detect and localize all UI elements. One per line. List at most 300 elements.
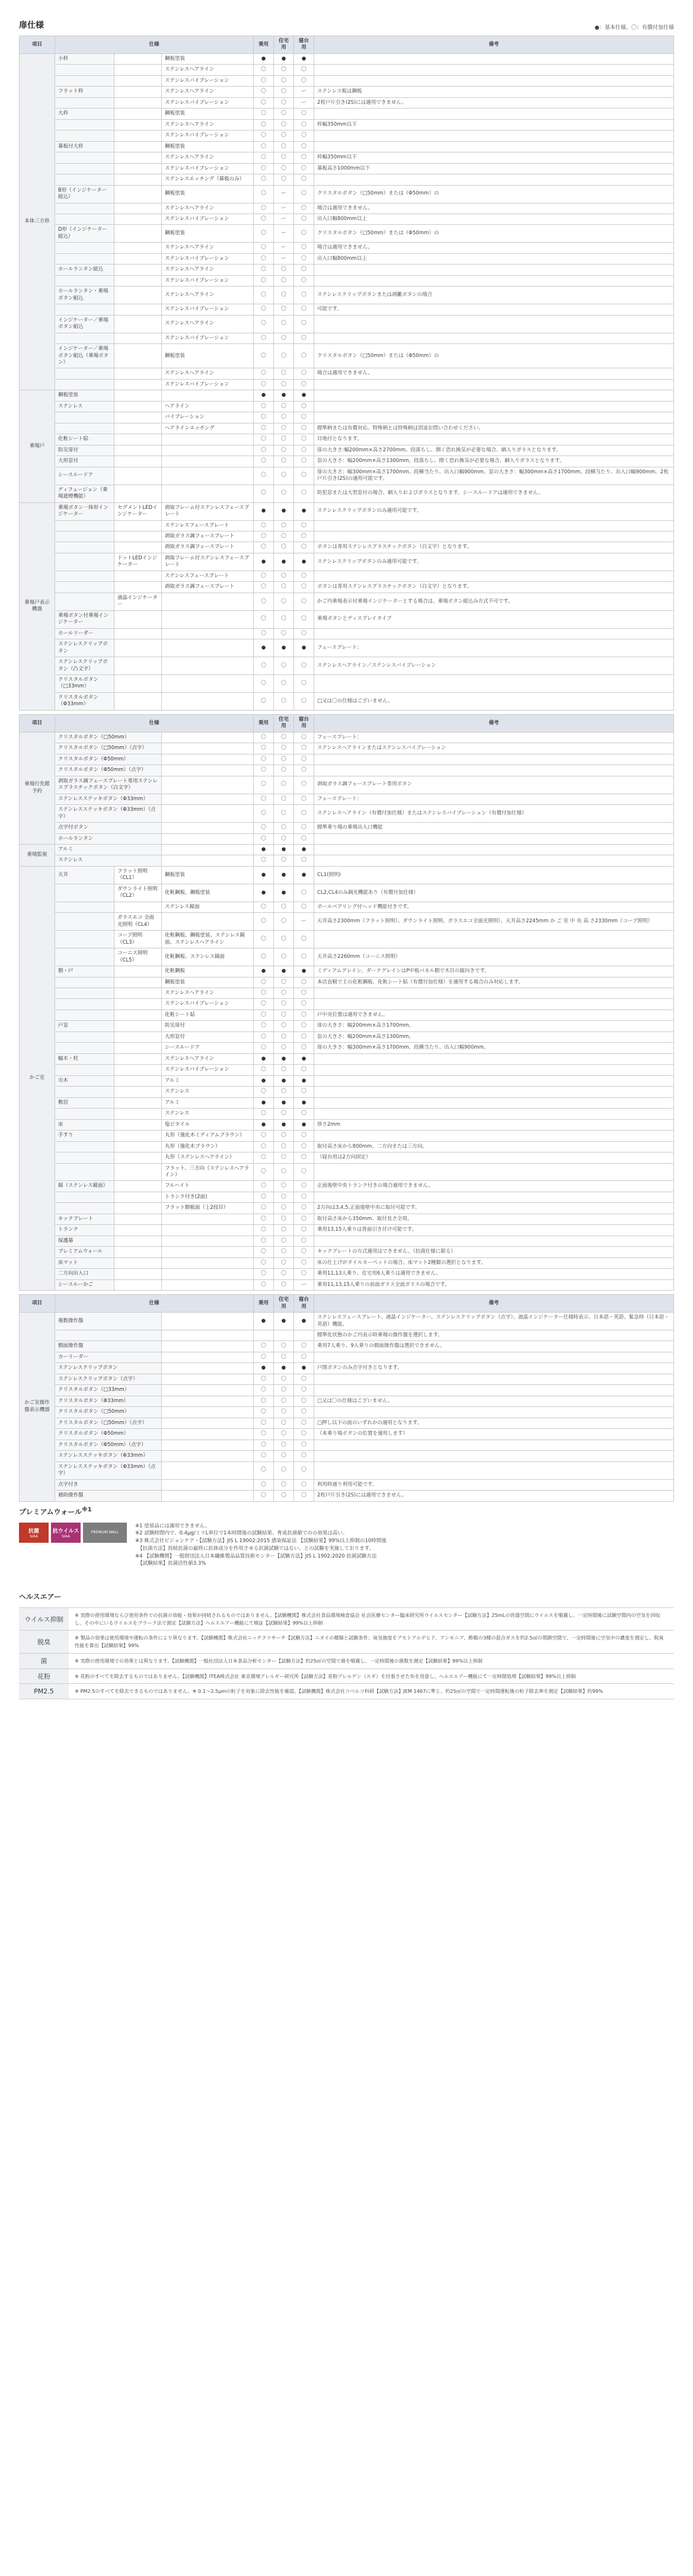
row-spec: ステンレスヘアライン [162, 315, 254, 333]
mark-residential: 〇 [274, 1479, 294, 1490]
table-row [20, 1479, 674, 1490]
page-title: 扉仕様 [19, 21, 44, 30]
health-air-row [19, 1653, 674, 1668]
row-subgroup [114, 1257, 162, 1268]
table-row [20, 214, 674, 224]
row-group: 剥取ガラス調フェースプレート専用ステンレスプラスチックボタン（白文字） [55, 776, 162, 794]
mark-residential: 〇 [274, 333, 294, 343]
mark-bed: 〇 [294, 794, 314, 804]
mark-residential: 〇 [274, 1451, 294, 1461]
row-note: ボタンは専用ステンレスプラスチックボタン（白文字）となります。 [314, 582, 674, 593]
mark-residential: 〇 [274, 275, 294, 286]
mark-bed: ● [294, 1097, 314, 1108]
mark-residential: 〇 [274, 571, 294, 581]
row-note: 窓の大きさ：幅200mm×高さ1300mm。 [314, 1031, 674, 1042]
mark-passenger: 〇 [254, 1225, 274, 1236]
mark-bed: ● [294, 866, 314, 884]
mark-residential: 〇 [274, 130, 294, 141]
mark-bed: 〇 [294, 1065, 314, 1075]
table-row [20, 1418, 674, 1428]
mark-bed: 〇 [294, 185, 314, 203]
mark-passenger: 〇 [254, 87, 274, 97]
row-subgroup [114, 610, 162, 628]
mark-bed: 〇 [294, 1031, 314, 1042]
row-group [55, 593, 114, 610]
health-air-text: ※ 実際の使用環境ならび使用条件での抗菌の効能・効果が持続されるものではありません。【試験機関】株式会社食品環境検査協会 社会医療センター臨床研究所ウイルスセンター【試験方法】25mLの容器空間にウイルスを噴霧し、一定時間後に試験空間内の空気を回収し、その中にいるウイルスをプラーク法で測定【試験方法】ヘルスエアー機能にて検証【試験結果】99%以上抑制 [75, 1612, 660, 1626]
mark-passenger: 〇 [254, 1374, 274, 1384]
mark-bed: 〇 [294, 805, 314, 823]
mark-residential: 〇 [274, 902, 294, 912]
row-spec: ステンレスヘアライン [162, 988, 254, 999]
row-group: クリスタルボタン（□50mm） [55, 732, 162, 743]
table-row [20, 593, 674, 610]
mark-residential: 〇 [274, 823, 294, 833]
mark-residential: 〇 [274, 582, 294, 593]
header-bed: 寝台用 [294, 36, 314, 54]
mark-residential: 〇 [274, 776, 294, 794]
mark-passenger: 〇 [254, 1479, 274, 1490]
mark-bed: 〇 [294, 1491, 314, 1501]
premium-note-line: ※1 塗装品には適用できません。 [135, 1523, 210, 1529]
table-row [20, 948, 674, 966]
row-spec [162, 1236, 254, 1246]
row-group: カーリーダー [55, 1352, 162, 1362]
mark-residential: ー [274, 185, 294, 203]
row-note: 乗用11,13,15人乗りの前面ガラス全面ガラスの場合です。 [314, 1279, 674, 1290]
table-row [20, 1119, 674, 1130]
mark-residential: 〇 [274, 1141, 294, 1152]
header-bed: 寝台用 [294, 1295, 314, 1313]
row-note: 場合は適用できません。 [314, 243, 674, 253]
mark-bed: 〇 [294, 225, 314, 243]
row-subgroup [114, 333, 162, 343]
row-spec [162, 485, 254, 502]
mark-bed: ー [294, 97, 314, 108]
row-note: 扉の大きさ：幅300mm×高さ1700mm、段横当たり、出入口幅900mm。窓の大きさ：幅300mm×高さ1700mm、段横当たり、出入口幅900mm。2枚戸片引き(2S)の適用可能です。 [314, 467, 674, 485]
row-note: 目地付となります。 [314, 434, 674, 445]
mark-residential: 〇 [274, 1031, 294, 1042]
row-group [55, 275, 114, 286]
row-spec: ステンレスバイブレーション [162, 333, 254, 343]
row-note: 厚さ2mm [314, 1119, 674, 1130]
mark-bed: 〇 [294, 1440, 314, 1450]
mark-residential: 〇 [274, 1163, 294, 1181]
mark-passenger: 〇 [254, 1021, 274, 1031]
mark-bed: 〇 [294, 1385, 314, 1396]
row-spec: ステンレスフェースプレート [162, 571, 254, 581]
row-spec [162, 1279, 254, 1290]
row-note: 扉の大きさ:幅200mm×高さ2700mm。段落ちし、開く恐れ換気が必要な場合、網入りガラスとなります。 [314, 445, 674, 456]
row-spec [162, 456, 254, 467]
table-row [20, 844, 674, 855]
row-subgroup: コーニス照明（CL5） [114, 948, 162, 966]
row-group: フラット枠 [55, 87, 114, 97]
row-spec: フラット側板面（上2段目） [162, 1203, 254, 1214]
table-row [20, 75, 674, 86]
row-note [314, 379, 674, 390]
row-note [314, 844, 674, 855]
row-subgroup [114, 203, 162, 214]
mark-bed: ● [294, 53, 314, 64]
row-note [314, 988, 674, 999]
row-group: クリスタルボタン（□33mm） [55, 1385, 162, 1396]
table-row [20, 152, 674, 163]
mark-bed: 〇 [294, 368, 314, 379]
mark-passenger: 〇 [254, 1214, 274, 1224]
mark-bed: 〇 [294, 582, 314, 593]
table-row [20, 467, 674, 485]
row-group [55, 1203, 114, 1214]
row-spec: ステンレスバイブレーション [162, 1065, 254, 1075]
row-note [314, 275, 674, 286]
row-group: 側面操作盤 [55, 1341, 162, 1352]
row-group [55, 75, 114, 86]
mark-residential: 〇 [274, 434, 294, 445]
mark-residential: ● [274, 1363, 294, 1374]
table-row [20, 502, 674, 520]
antibacterial-badge-icon: 抗菌 SIAA [19, 1523, 49, 1543]
mark-bed: 〇 [294, 1214, 314, 1224]
mark-residential: ー [274, 225, 294, 243]
mark-passenger: 〇 [254, 1279, 274, 1290]
table-row [20, 999, 674, 1010]
row-note: ボタンは専用ステンレスプラスチックボタン（白文字）となります。 [314, 542, 674, 553]
row-subgroup: 液晶インジケーター [114, 593, 162, 610]
row-note [314, 401, 674, 412]
row-note [314, 1053, 674, 1064]
row-spec [162, 1385, 254, 1396]
row-group [55, 1141, 114, 1152]
mark-residential: ● [274, 866, 294, 884]
row-subgroup [114, 390, 162, 401]
mark-bed: 〇 [294, 1418, 314, 1428]
mark-passenger: 〇 [254, 185, 274, 203]
row-subgroup: ダウンライト照明（CL2） [114, 884, 162, 902]
mark-passenger: 〇 [254, 75, 274, 86]
row-spec [162, 593, 254, 610]
table-row [20, 884, 674, 902]
row-spec: ステンレス [162, 1087, 254, 1097]
row-note [314, 1109, 674, 1119]
mark-residential: 〇 [274, 1236, 294, 1246]
mark-residential: 〇 [274, 1087, 294, 1097]
row-group [55, 999, 114, 1010]
table-row [20, 1043, 674, 1053]
mark-bed: 〇 [294, 743, 314, 754]
row-note [314, 628, 674, 639]
row-spec [162, 805, 254, 823]
row-note: ステンレスヘアラインまたはステンレスバイブレーション [314, 743, 674, 754]
mark-bed: 〇 [294, 304, 314, 315]
row-spec: ステンレスバイブレーション [162, 97, 254, 108]
row-spec [162, 1313, 254, 1330]
mark-residential: 〇 [274, 999, 294, 1010]
row-note: ステンレスフェースプレート、液晶インジケーター、ステンレスクリップボタン（点字）。液晶インジケーター仕様時表示、日本語・英語、緊急時（日本語・英語）機能。 [314, 1313, 674, 1330]
row-note: クリスタルボタン（□50mm）または（Φ50mm）の [314, 225, 674, 243]
row-group: 天井 [55, 866, 114, 884]
mark-passenger: 〇 [254, 931, 274, 948]
row-group: 巾木 [55, 1075, 114, 1086]
mark-residential: 〇 [274, 765, 294, 776]
mark-passenger: ● [254, 884, 274, 902]
row-group [55, 582, 114, 593]
table-row [20, 1109, 674, 1119]
row-group: 敷居 [55, 1097, 114, 1108]
table-row [20, 1192, 674, 1202]
row-spec [162, 628, 254, 639]
mark-residential: 〇 [274, 344, 294, 368]
mark-passenger: 〇 [254, 152, 274, 163]
row-subgroup [114, 692, 162, 710]
row-group: ステンレスステッキボタン（Φ33mm） [55, 1451, 162, 1461]
mark-passenger: 〇 [254, 692, 274, 710]
table-row [20, 65, 674, 75]
row-note: 場合は適用できません。 [314, 368, 674, 379]
mark-bed: 〇 [294, 1192, 314, 1202]
row-spec [162, 1374, 254, 1384]
mark-bed: ー [294, 87, 314, 97]
row-group: 鋼板塗装 [55, 390, 114, 401]
row-subgroup [114, 379, 162, 390]
premium-title: プレミアムウォール$^{※1}$ [19, 1506, 92, 1516]
mark-bed: 〇 [294, 214, 314, 224]
mark-bed: 〇 [294, 1131, 314, 1141]
row-spec: 丸形（強化木ミディアムブラウン） [162, 1131, 254, 1141]
table-row [20, 1097, 674, 1108]
table-row [20, 833, 674, 844]
premium-note-line: 【抗菌方法】持続抗菌の最終に抗体成分を作用させる抗菌試験ではない、との試験を実施しております。 [135, 1545, 375, 1552]
table-row [20, 1236, 674, 1246]
row-spec: ステンレスバイブレーション [162, 253, 254, 264]
row-subgroup [114, 109, 162, 119]
header-passenger: 乗用 [254, 1295, 274, 1313]
table-row [20, 1021, 674, 1031]
row-spec [162, 434, 254, 445]
title-row [19, 18, 674, 31]
row-note: ミディアムグレイン、ダークグレインはP中板パネル側で木目の縦向きです。 [314, 966, 674, 977]
mark-residential: 〇 [274, 141, 294, 152]
mark-residential: 〇 [274, 855, 294, 866]
header-residential: 住宅用 [274, 36, 294, 54]
table-row [20, 931, 674, 948]
mark-residential: 〇 [274, 1131, 294, 1141]
mark-passenger: 〇 [254, 754, 274, 765]
row-group [55, 1109, 114, 1119]
row-spec: ステンレスヘアライン [162, 243, 254, 253]
row-spec [162, 732, 254, 743]
row-spec [162, 445, 254, 456]
row-group: クリスタルボタン（Φ50mm） [55, 754, 162, 765]
section-label: 乗場戸 [20, 390, 55, 502]
mark-passenger: 〇 [254, 1192, 274, 1202]
table-header [20, 36, 674, 54]
row-subgroup [114, 243, 162, 253]
mark-residential: 〇 [274, 1181, 294, 1192]
row-group [55, 304, 114, 315]
row-subgroup [114, 445, 162, 456]
row-group [55, 571, 114, 581]
row-spec: 化粧鋼板、鋼板塗装 [162, 884, 254, 902]
mark-residential: 〇 [274, 1257, 294, 1268]
row-subgroup [114, 628, 162, 639]
row-group: アルミ [55, 844, 162, 855]
mark-bed: 〇 [294, 1021, 314, 1031]
row-subgroup [114, 1010, 162, 1020]
mark-passenger: 〇 [254, 794, 274, 804]
mark-passenger: 〇 [254, 531, 274, 542]
mark-residential: 〇 [274, 1341, 294, 1352]
mark-residential: 〇 [274, 833, 294, 844]
row-note [314, 1192, 674, 1202]
mark-residential: 〇 [274, 97, 294, 108]
mark-residential: 〇 [274, 87, 294, 97]
row-spec [162, 1352, 254, 1362]
mark-passenger: 〇 [254, 743, 274, 754]
row-note: ボールベアリング付ヘッド機能付きです。 [314, 902, 674, 912]
table-row [20, 1396, 674, 1406]
mark-passenger: 〇 [254, 265, 274, 275]
row-spec: 剥取ガラス調フェースプレート [162, 531, 254, 542]
mark-residential: 〇 [274, 1429, 294, 1440]
row-group [55, 1065, 114, 1075]
mark-passenger: ● [254, 1075, 274, 1086]
row-group: 幅木・柱 [55, 1053, 114, 1064]
mark-bed: 〇 [294, 1341, 314, 1352]
mark-passenger: 〇 [254, 333, 274, 343]
row-group [55, 65, 114, 75]
row-note [314, 754, 674, 765]
row-group: ステンレスクリップボタン（点字） [55, 1374, 162, 1384]
mark-bed: 〇 [294, 434, 314, 445]
premium-wall-logo-icon: PREMIUM WALL [83, 1523, 127, 1543]
row-note: フェースプレート： [314, 732, 674, 743]
row-note [314, 1352, 674, 1362]
row-group [55, 531, 114, 542]
row-subgroup [114, 1141, 162, 1152]
header-spec: 仕様 [55, 36, 254, 54]
mark-bed: 〇 [294, 948, 314, 966]
mark-passenger: 〇 [254, 776, 274, 794]
row-note [314, 1374, 674, 1384]
mark-residential: 〇 [274, 520, 294, 531]
row-spec [162, 844, 254, 855]
table-row [20, 754, 674, 765]
mark-passenger: ● [254, 1053, 274, 1064]
table-row [20, 243, 674, 253]
mark-passenger: 〇 [254, 1109, 274, 1119]
mark-residential: 〇 [274, 485, 294, 502]
row-spec [162, 794, 254, 804]
row-group: クリスタルボタン（□33mm） [55, 675, 114, 693]
row-spec [162, 639, 254, 657]
row-subgroup [114, 1097, 162, 1108]
mark-passenger: 〇 [254, 1031, 274, 1042]
header-bed: 寝台用 [294, 714, 314, 732]
row-subgroup [114, 1109, 162, 1119]
row-group: 点字付ボタン [55, 823, 162, 833]
mark-passenger: 〇 [254, 1461, 274, 1479]
row-note [314, 1407, 674, 1418]
mark-residential: ー [274, 203, 294, 214]
row-group: クリスタルボタン（Φ50mm） [55, 1429, 162, 1440]
table-row [20, 913, 674, 931]
antivirus-badge-icon: 抗ウイルス SIAA [51, 1523, 81, 1543]
table-row [20, 97, 674, 108]
health-air-label: 菌 [19, 1654, 69, 1668]
row-subgroup [114, 520, 162, 531]
table-row [20, 966, 674, 977]
mark-passenger: 〇 [254, 1247, 274, 1257]
mark-passenger: 〇 [254, 1181, 274, 1192]
mark-bed: 〇 [294, 265, 314, 275]
row-spec: ステンレスヘアライン [162, 119, 254, 130]
table-row [20, 225, 674, 243]
section-label: 乗場監視 [20, 844, 55, 866]
mark-passenger: 〇 [254, 1087, 274, 1097]
row-note: 本店直轄で主の化粧鋼板、化粧シート貼（有償付加仕様）を適用する場合のみ対応します。 [314, 977, 674, 988]
row-group [55, 1010, 114, 1020]
row-group: 小枠 [55, 53, 114, 64]
row-note [314, 1065, 674, 1075]
mark-bed: 〇 [294, 1396, 314, 1406]
mark-passenger: 〇 [254, 65, 274, 75]
row-note [314, 1163, 674, 1181]
row-subgroup [114, 1163, 162, 1181]
row-group: 幕板付大枠 [55, 141, 114, 152]
mark-passenger [254, 1330, 274, 1341]
row-note: 取付高さ床から800mm、二方向または三方向。 [314, 1141, 674, 1152]
mark-residential: ● [274, 1075, 294, 1086]
table-row [20, 1491, 674, 1501]
row-note [314, 1451, 674, 1461]
row-note [314, 130, 674, 141]
row-spec [162, 1429, 254, 1440]
mark-bed: 〇 [294, 754, 314, 765]
mark-residential: 〇 [274, 1152, 294, 1163]
row-subgroup: ドットLEDインジケーター [114, 553, 162, 571]
mark-residential: 〇 [274, 988, 294, 999]
table-row [20, 379, 674, 390]
row-spec: アルミ [162, 1097, 254, 1108]
mark-residential: ● [274, 390, 294, 401]
mark-residential: 〇 [274, 1352, 294, 1362]
row-note: 戸中央位置は適用できません。 [314, 1010, 674, 1020]
row-note: 可能です。 [314, 304, 674, 315]
header-item: 項目 [20, 714, 55, 732]
table-row [20, 520, 674, 531]
row-group: 鏡（ステンレス鏡面） [55, 1181, 114, 1192]
row-group [55, 931, 114, 948]
row-note [314, 520, 674, 531]
mark-residential: 〇 [274, 109, 294, 119]
row-group: 二方向出入口 [55, 1269, 114, 1279]
mark-residential: 〇 [274, 1374, 294, 1384]
row-note [314, 999, 674, 1010]
mark-bed: 〇 [294, 1203, 314, 1214]
row-note: ステンレスクリップボタンまたは剥離ボタンの場合 [314, 286, 674, 304]
table-row [20, 988, 674, 999]
mark-bed: 〇 [294, 1374, 314, 1384]
mark-residential: 〇 [274, 315, 294, 333]
row-note [314, 1236, 674, 1246]
mark-bed: 〇 [294, 902, 314, 912]
row-group: ホールランタン・乗場ボタン組込 [55, 286, 114, 304]
row-group [55, 368, 114, 379]
mark-passenger: 〇 [254, 765, 274, 776]
row-subgroup [114, 467, 162, 485]
mark-residential: 〇 [274, 163, 294, 174]
row-group [55, 520, 114, 531]
